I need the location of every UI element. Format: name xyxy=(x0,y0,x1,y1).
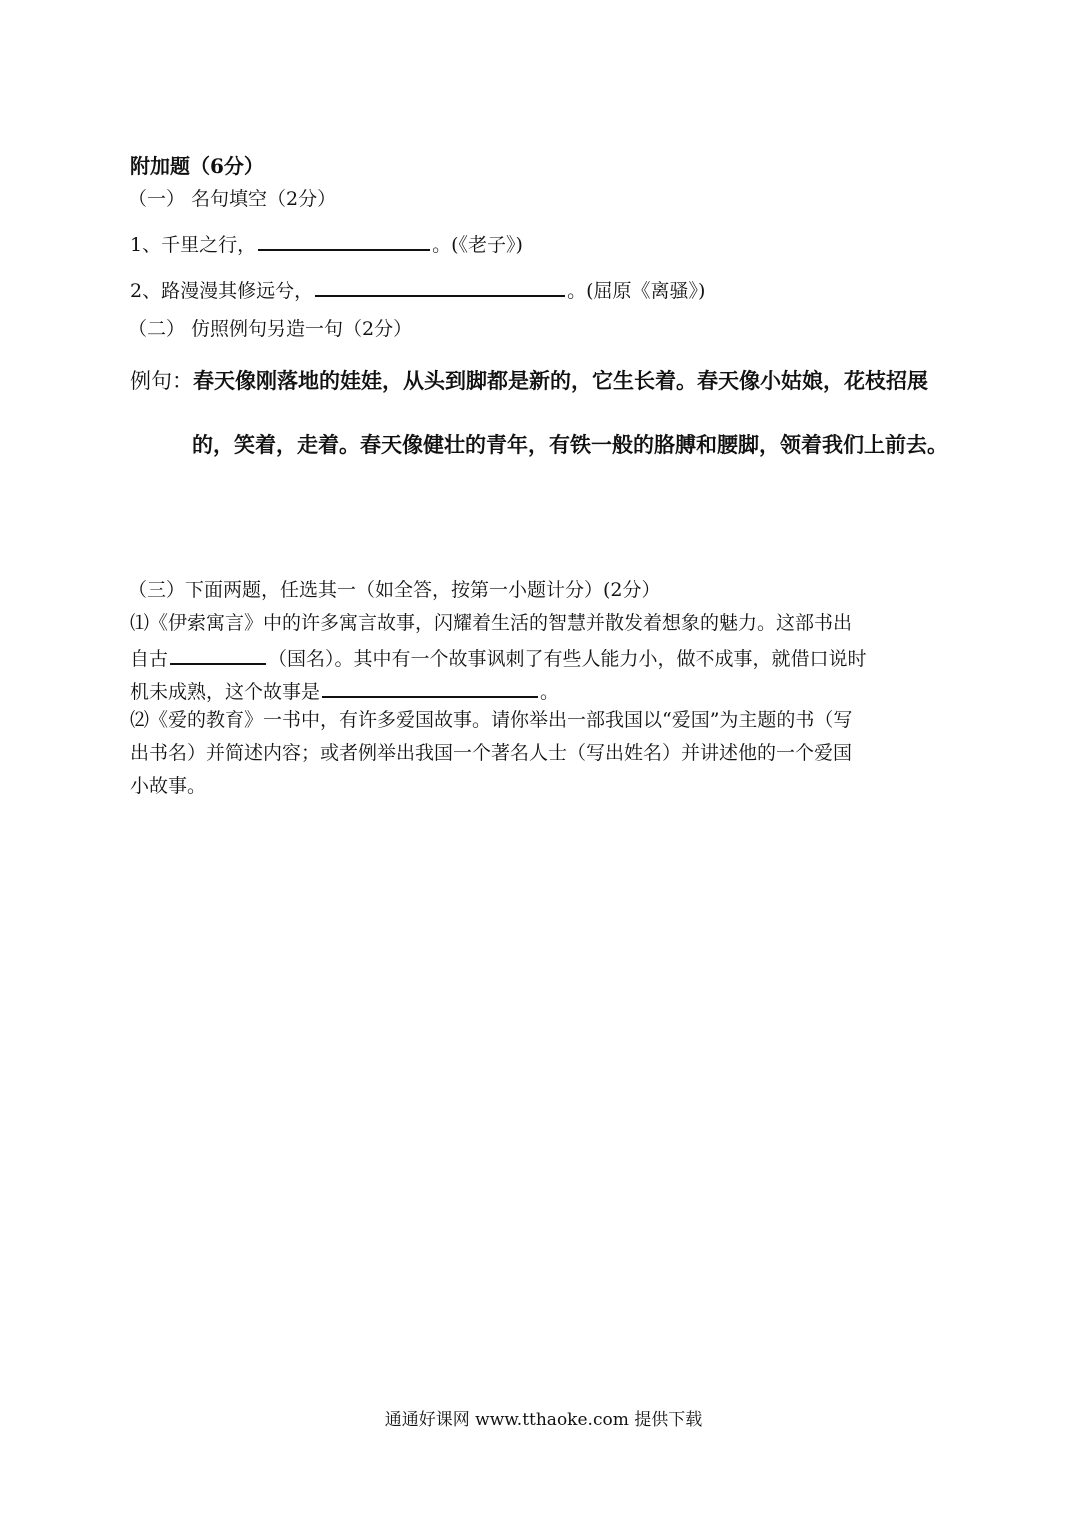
option-1-line-3-prefix: 机未成熟，这个故事是 xyxy=(130,681,321,703)
question-1 xyxy=(130,229,523,258)
option-1-line-3 xyxy=(130,676,559,705)
option-2-line-1: ⑵《爱的教育》一书中，有许多爱国故事。请你举出一部我国以“爱国”为主题的书（写 xyxy=(130,709,853,731)
example-label: 例句： xyxy=(130,369,193,393)
question-1-answer-blank[interactable] xyxy=(258,229,430,251)
option-1-line-1: ⑴《伊索寓言》中的许多寓言故事，闪耀着生活的智慧并散发着想象的魅力。这部书出 xyxy=(130,612,853,634)
question-2 xyxy=(130,275,705,304)
section2-heading: （二） 仿照例句另造一句（2分） xyxy=(128,318,413,340)
page-footer: 通通好课网 www.tthaoke.com 提供下载 xyxy=(384,1410,703,1430)
question-1-prefix: 1、千里之行， xyxy=(130,234,257,256)
question-2-prefix: 2、路漫漫其修远兮， xyxy=(130,280,314,302)
example-text-1: 春天像刚落地的娃娃，从头到脚都是新的，它生长着。春天像小姑娘，花枝招展 xyxy=(193,369,928,393)
country-answer-blank[interactable] xyxy=(170,643,266,665)
section3-heading: （三）下面两题，任选其一（如全答，按第一小题计分）(2分） xyxy=(128,579,661,601)
option-2-line-3: 小故事。 xyxy=(130,775,207,797)
option-1-line-2-prefix: 自古 xyxy=(130,648,169,670)
example-sentence-line-1 xyxy=(130,366,928,396)
example-text-2: 的，笑着，走着。春天像健壮的青年，有铁一般的胳膊和腰脚，领着我们上前去。 xyxy=(192,433,948,457)
option-1-line-3-suffix: 。 xyxy=(540,681,560,703)
question-1-suffix: 。(《老子》) xyxy=(432,234,523,256)
example-sentence-line-2 xyxy=(192,430,948,460)
option-1-line-2-suffix: （国名）。其中有一个故事讽刺了有些人能力小，做不成事，就借口说时 xyxy=(268,648,867,670)
section1-heading: （一） 名句填空（2分） xyxy=(128,188,337,210)
page-title: 附加题（6分） xyxy=(130,154,264,178)
question-2-suffix: 。(屈原《离骚》) xyxy=(567,280,706,302)
option-2-line-2: 出书名）并简述内容；或者例举出我国一个著名人士（写出姓名）并讲述他的一个爱国 xyxy=(130,742,853,764)
story-answer-blank[interactable] xyxy=(322,676,538,698)
option-1-line-2 xyxy=(130,643,867,672)
question-2-answer-blank[interactable] xyxy=(315,275,565,297)
